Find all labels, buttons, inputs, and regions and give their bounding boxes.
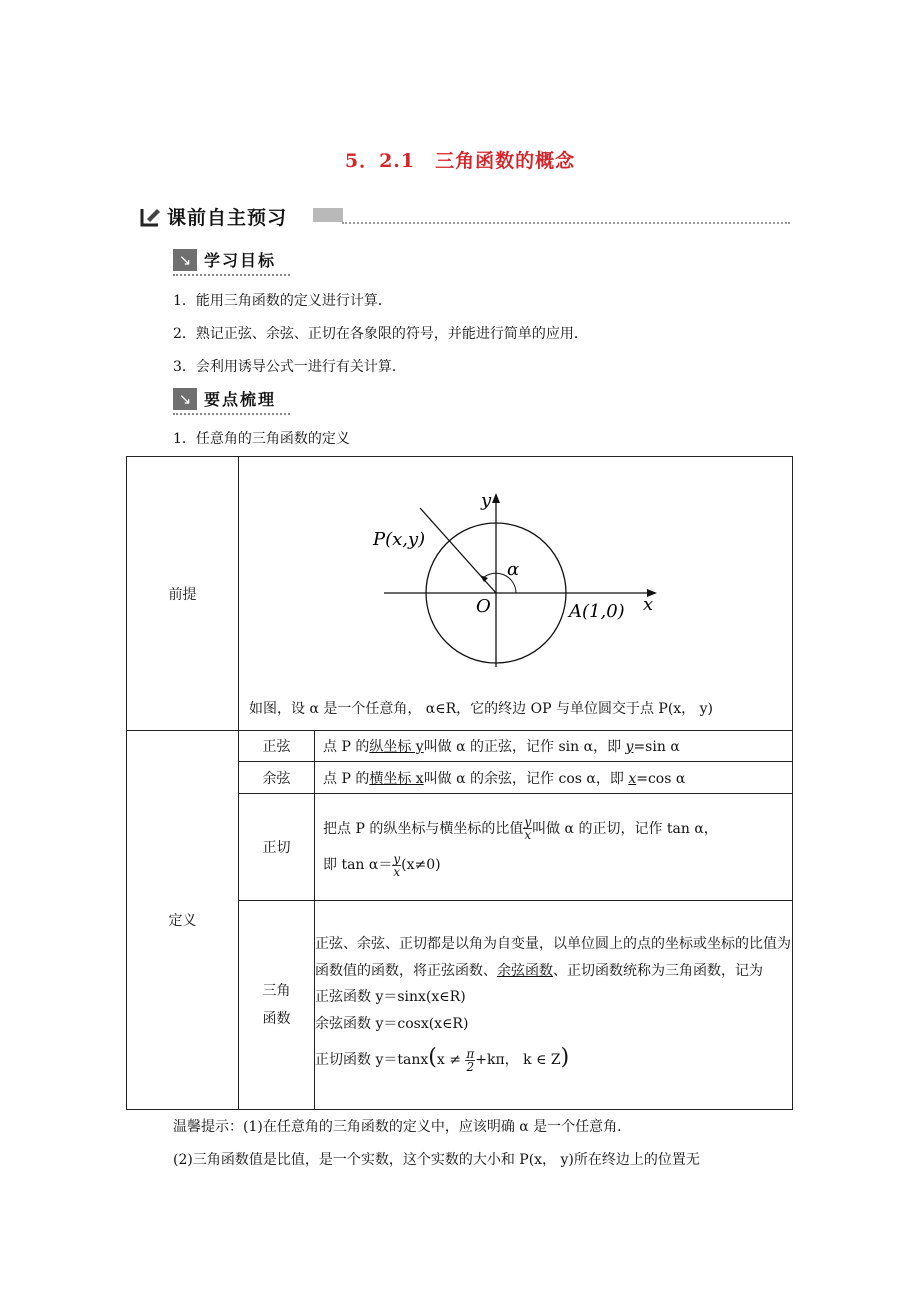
section-header [140, 203, 790, 229]
tan-function: 正切函数 y＝tanx(x ≠ $\frac{\pi}{2}$ +kπ， k ∈ Z) [315, 1045, 570, 1074]
pencil-icon [140, 205, 162, 227]
tip-line: (2)三角函数值是比值，是一个实数，这个实数的大小和 P(x， y)所在终边上的位置无 [173, 1152, 700, 1168]
premise-label: 前提 [127, 457, 239, 731]
tangent-fraction: $\frac{y}{x}$ [524, 815, 532, 843]
x-axis-label: x [643, 594, 654, 615]
premise-cell [239, 457, 793, 731]
section-block [313, 208, 343, 222]
goal-item: 1．能用三角函数的定义进行计算． [173, 293, 392, 309]
origin-label: O [476, 596, 491, 617]
point-a-label: A(1,0) [569, 601, 625, 622]
sine-label: 正弦 [239, 731, 315, 762]
points-intro: 1．任意角的三角函数的定义 [173, 431, 350, 447]
premise-text: 如图，设 α 是一个任意角， α∈R，它的终边 OP 与单位圆交于点 P(x， y) [249, 701, 714, 717]
sin-function: 正弦函数 y＝sinx(x∈R) [315, 989, 466, 1006]
cosine-definition: 点 P 的横坐标 x叫做 α 的余弦，记作 cos α，即 x=cos α [315, 762, 793, 794]
section-label: 课前自主预习 [167, 207, 288, 229]
goal-item: 2．熟记正弦、余弦、正切在各象限的符号，并能进行简单的应用． [173, 326, 588, 342]
unit-circle-figure [239, 457, 792, 687]
definition-label: 定义 [127, 731, 239, 1110]
arrow-icon: ↘ [173, 388, 197, 410]
page-title: 5．2.1 三角函数的概念 [344, 150, 576, 172]
arrow-icon: ↘ [173, 249, 197, 271]
point-p-label: P(x,y) [373, 529, 426, 550]
definition-table [126, 456, 793, 1110]
trig-function-definition: 正弦、余弦、正切都是以角为自变量，以单位圆上的点的坐标或坐标的比值为函数值的函数，将正弦函数、余弦函数、正切函数统称为三角函数，记为 正弦函数 y＝sinx(x∈R) 余弦函数 y＝cosx(x∈R) 正切函数 y＝tanx(x ≠ $\frac{\pi}{2}$ +kπ， k ∈ Z) [315, 901, 793, 1110]
trig-function-label: 三角 函数 [239, 901, 315, 1110]
tangent-label: 正切 [239, 794, 315, 901]
cos-function: 余弦函数 y＝cosx(x∈R) [315, 1015, 469, 1032]
tangent-fraction: $\frac{y}{x}$ [393, 851, 401, 879]
tip-line: 温馨提示：(1)在任意角的三角函数的定义中，应该明确 α 是一个任意角． [173, 1119, 632, 1135]
cosine-label: 余弦 [239, 762, 315, 794]
section-divider [342, 222, 790, 224]
sine-definition: 点 P 的纵坐标 y叫做 α 的正弦，记作 sin α，即 y=sin α [315, 731, 793, 762]
tangent-definition: 把点 P 的纵坐标与横坐标的比值 $\frac{y}{x}$ 叫做 α 的正切，记作 tan α， 即 tan α＝ $\frac{y}{x}$ (x≠0) [315, 794, 793, 901]
goal-item: 3．会利用诱导公式一进行有关计算． [173, 359, 406, 375]
angle-label: α [507, 559, 520, 580]
y-axis-label: y [481, 490, 492, 511]
